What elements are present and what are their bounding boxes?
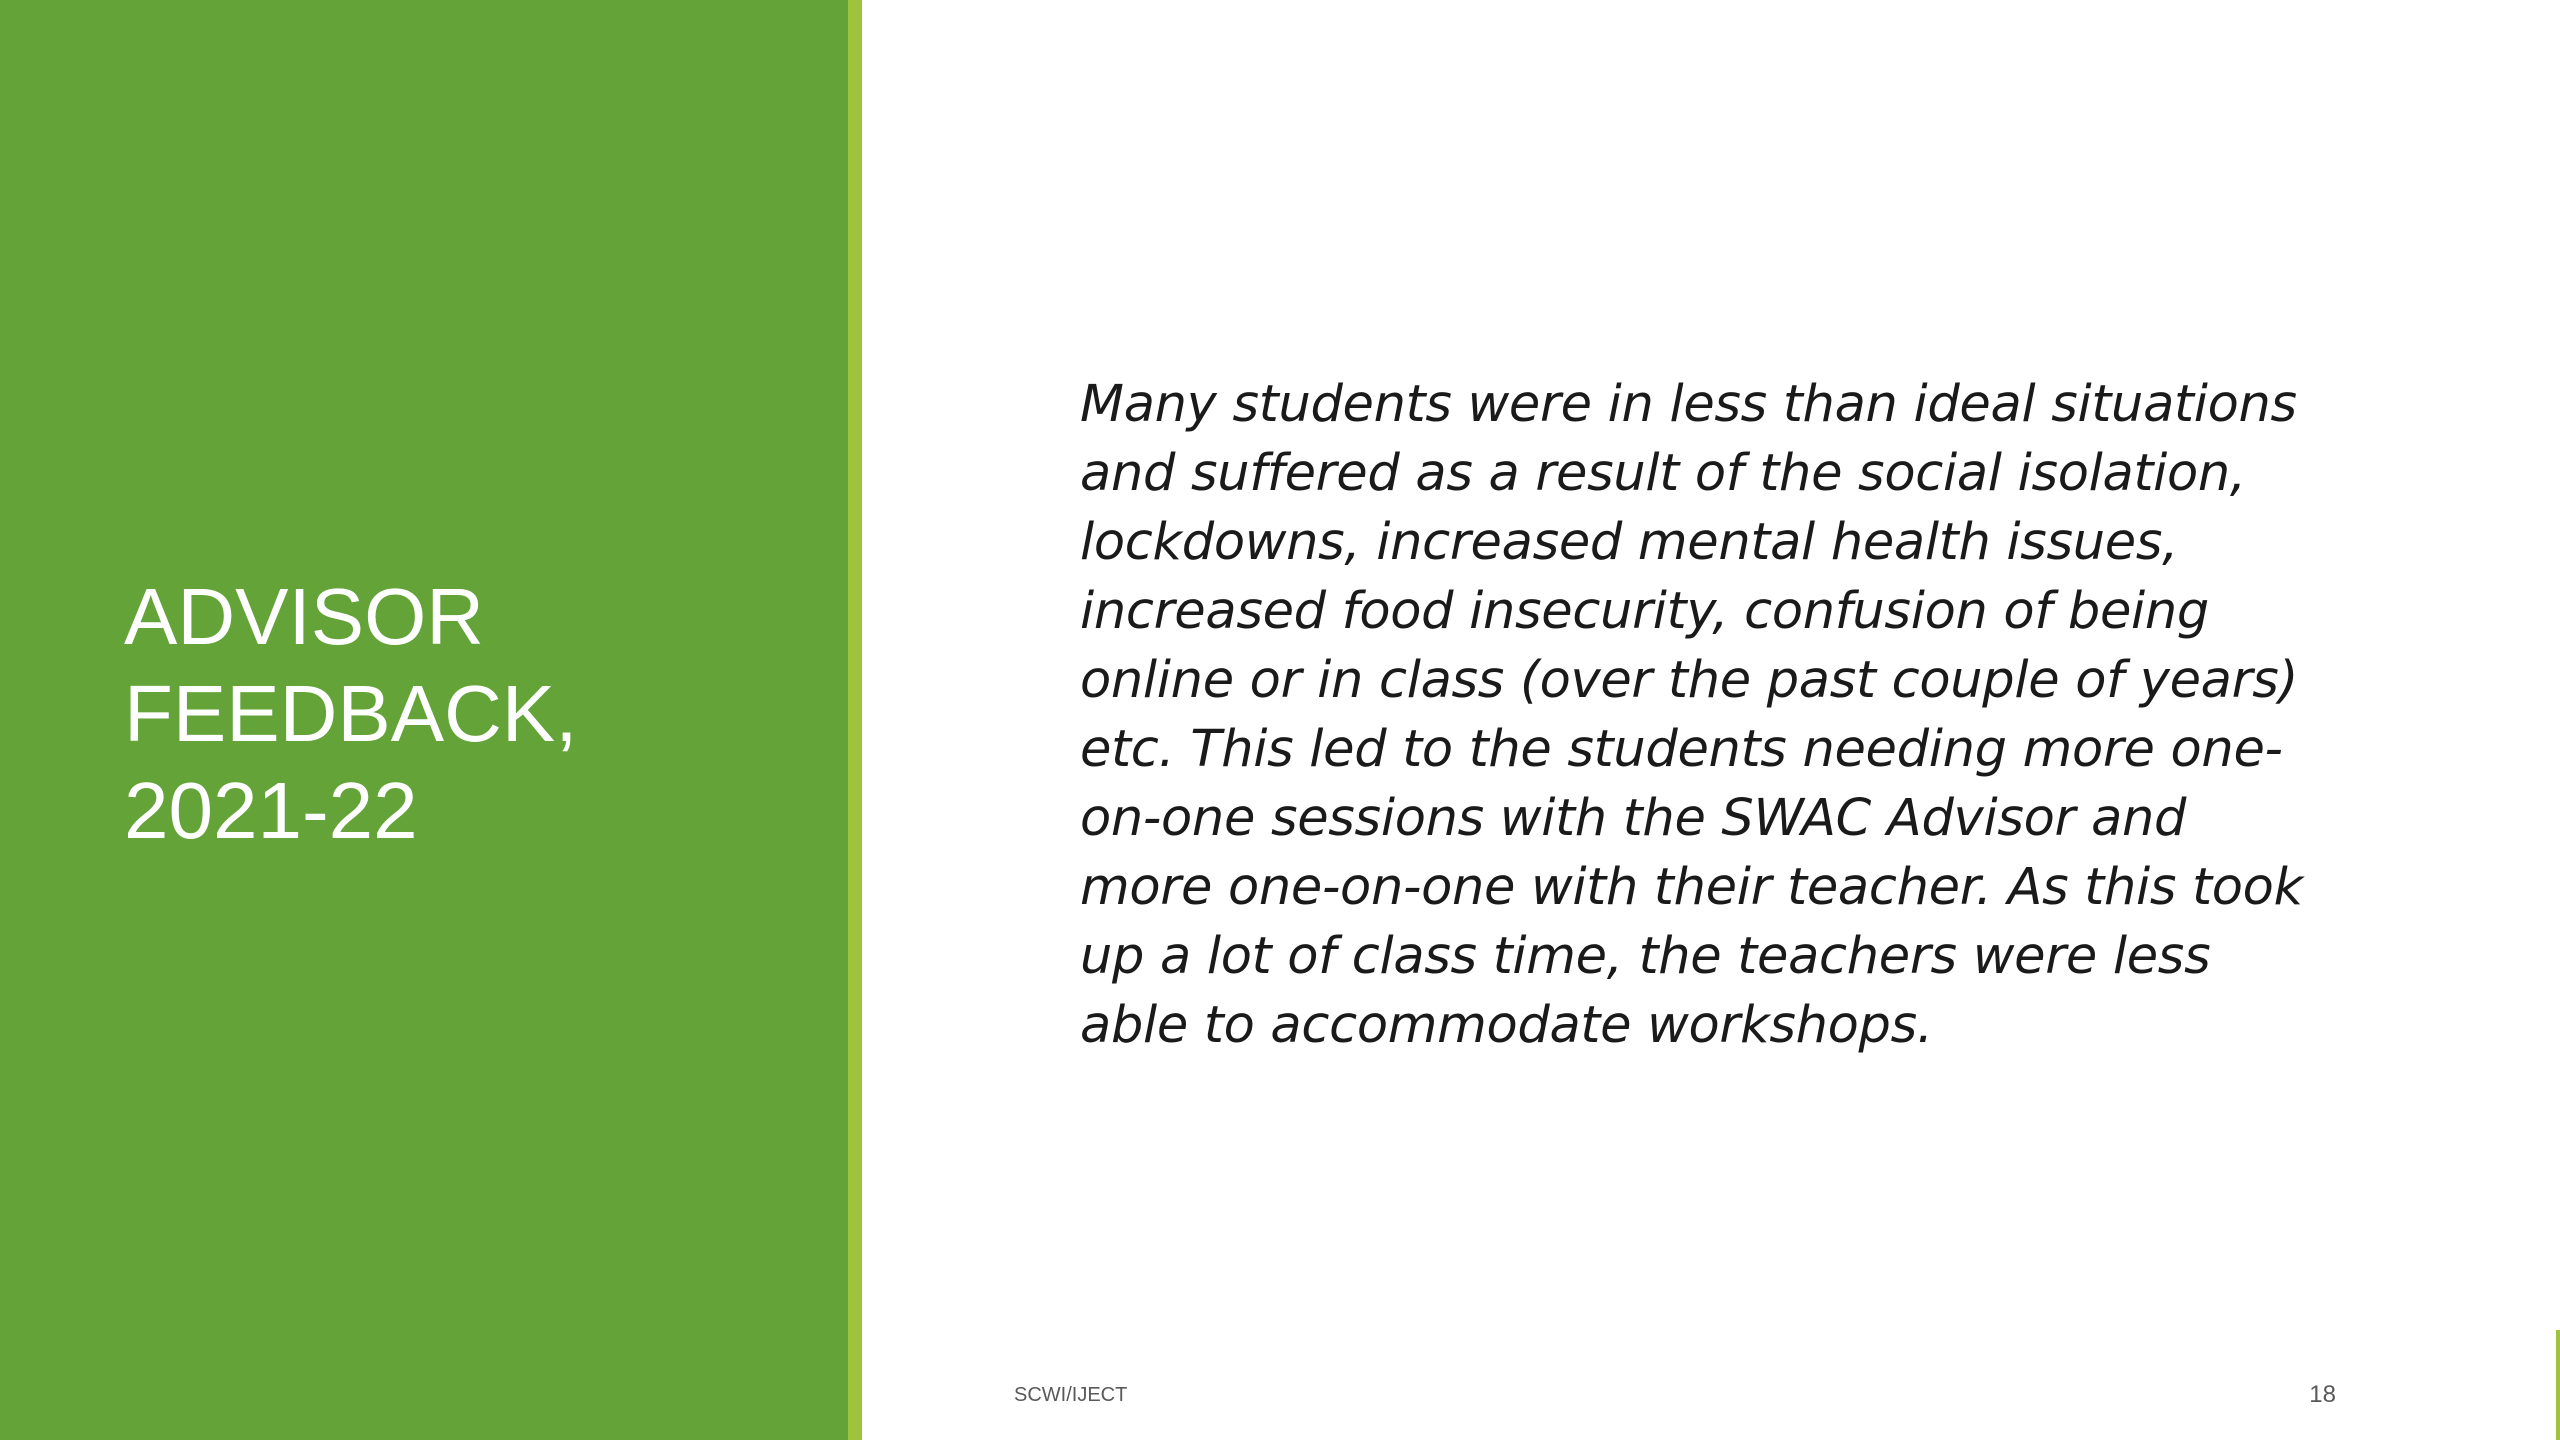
accent-bar xyxy=(848,0,862,1440)
slide-title-line: FEEDBACK, xyxy=(124,669,578,758)
quote-line: etc. This led to the students needing more one- xyxy=(1080,720,2283,779)
quote-line: lockdowns, increased mental health issues, xyxy=(1080,513,2179,572)
page-number: 18 xyxy=(2309,1381,2336,1408)
slide-footer: SCWI/IJECT xyxy=(1014,1384,1128,1406)
quote-line: increased food insecurity, confusion of being xyxy=(1080,582,2209,641)
quote-line: online or in class (over the past couple of years) xyxy=(1080,651,2299,710)
slide-title-line: 2021-22 xyxy=(124,766,418,855)
slide-title-line: ADVISOR xyxy=(124,572,485,661)
quote-line: and suffered as a result of the social isolation, xyxy=(1080,444,2246,503)
slide-title xyxy=(124,568,804,859)
quote-line: Many students were in less than ideal situations xyxy=(1080,375,2297,434)
quote-line: on-one sessions with the SWAC Advisor and xyxy=(1080,789,2187,848)
quote-line: up a lot of class time, the teachers were less xyxy=(1080,927,2211,986)
corner-accent xyxy=(2556,1330,2560,1440)
quote-line: more one-on-one with their teacher. As this took xyxy=(1080,858,2303,917)
feedback-quote xyxy=(1080,370,2380,1060)
quote-line: able to accommodate workshops. xyxy=(1080,996,1933,1055)
